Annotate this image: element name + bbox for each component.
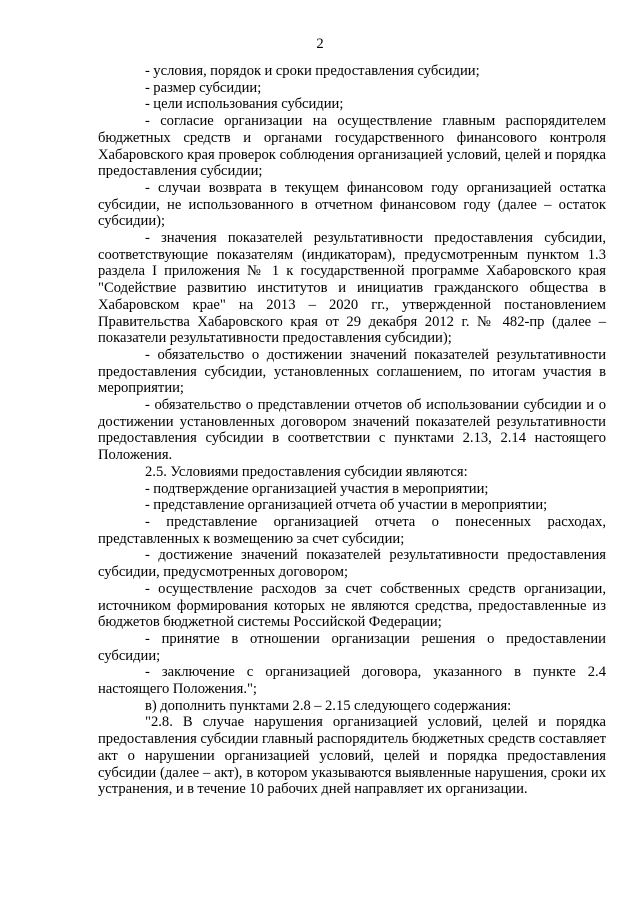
section-heading: 2.5. Условиями предоставления субсидии являются: — [145, 463, 468, 480]
paragraph: - условия, порядок и сроки предоставления субсидии; — [145, 63, 480, 79]
paragraph: в) дополнить пунктами 2.8 – 2.15 следующего содержания: — [145, 697, 512, 714]
paragraph: - осуществление расходов за счет собственных средств организации, источником формирования которых не являются средства, предоставленные из бюджетов бюджетной системы Российской Федерации; — [98, 580, 606, 631]
paragraph: "2.8. В случае нарушения организацией условий, целей и порядка предоставления субсидии главный распорядитель бюджетных средств составляет акт о нарушении организацией условий, целей и порядка предоставления субсидии (далее – акт), в котором указываются выявленные нарушения, сроки их устранения, и в течение 10 рабочих дней направляет их организации. — [98, 714, 606, 798]
paragraph: - достижение значений показателей результативности предоставления субсидии, предусмотренных договором; — [98, 547, 606, 581]
paragraph: - обязательство о достижении значений показателей результативности предоставления субсидии, установленных соглашением, по итогам участия в мероприятии; — [98, 346, 606, 397]
paragraph: - заключение с организацией договора, указанного в пункте 2.4 настоящего Положения."; — [98, 664, 606, 698]
page-number: 2 — [316, 36, 324, 52]
document-body — [98, 63, 606, 798]
paragraph: - принятие в отношении организации решения о предоставлении субсидии; — [98, 630, 606, 664]
paragraph: - цели использования субсидии; — [145, 96, 344, 113]
paragraph: - случаи возврата в текущем финансовом году организацией остатка субсидии, не использованного в отчетном финансовом году (далее – остаток субсидии); — [98, 179, 606, 230]
paragraph: - подтверждение организацией участия в мероприятии; — [145, 480, 489, 497]
paragraph: - согласие организации на осуществление главным распорядителем бюджетных средств и органами государственного финансового контроля Хабаровского края проверок соблюдения организацией условий, целей и порядка предоставления субсидии; — [98, 113, 606, 180]
paragraph: - представление организацией отчета о понесенных расходах, представленных к возмещению за счет субсидии; — [98, 513, 606, 547]
paragraph: - обязательство о представлении отчетов об использовании субсидии и о достижении установленных договором значений показателей результативности предоставления субсидии в соответствии с пунктами 2.13, 2.14 настоящего Положения. — [98, 397, 606, 464]
paragraph: - представление организацией отчета об участии в мероприятии; — [145, 497, 548, 514]
paragraph: - значения показателей результативности предоставления субсидии, соответствующие показателям (индикаторам), предусмотренным пунктом 1.3 раздела I приложения № 1 к государственной программе Хабаровского края "Содействие развитию институтов и инициатив гражданского общества в Хабаровском крае" на 2013 – 2020 гг., утвержденной постановлением Правительства Хабаровского края от 29 декабря 2012 г. № 482-пр (далее – показатели результативности предоставления субсидии); — [98, 230, 606, 347]
paragraph: - размер субсидии; — [145, 79, 262, 96]
